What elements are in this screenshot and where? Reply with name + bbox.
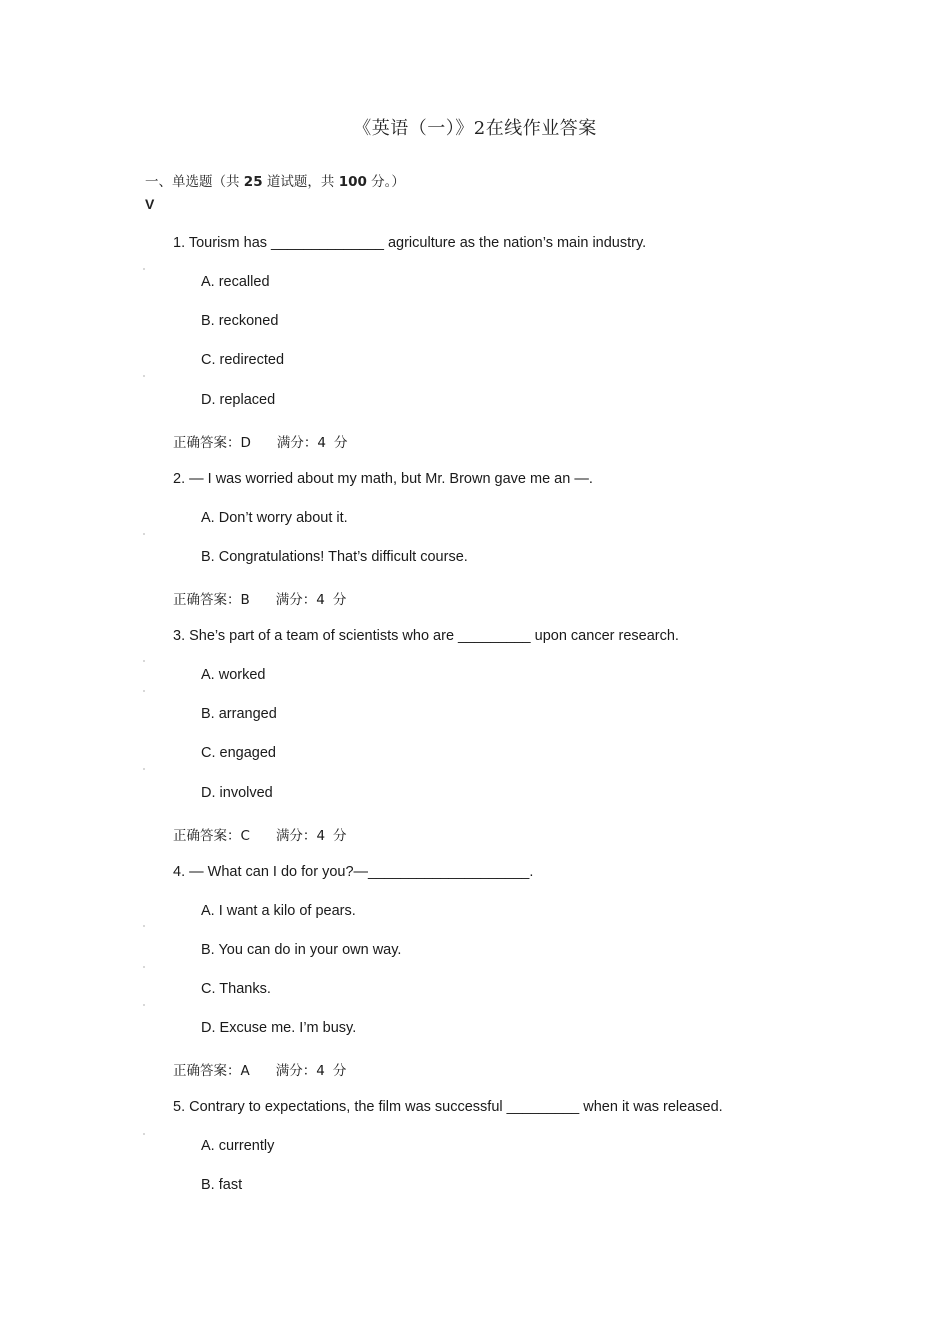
score-label: 满分： [275, 592, 317, 608]
score-unit: 分 [332, 1063, 347, 1079]
answer-label: 正确答案： [173, 1063, 241, 1079]
section-middle: 道试题，共 [262, 174, 339, 190]
score-label: 满分： [276, 435, 318, 451]
scan-artifact [143, 660, 145, 662]
scan-artifact [143, 966, 145, 968]
scan-artifact [143, 1133, 145, 1135]
answer-value: D [240, 435, 251, 451]
scan-artifact [143, 690, 145, 692]
answer-value: B [240, 592, 250, 608]
answer-value: A [240, 1063, 250, 1079]
option-c: C. redirected [201, 352, 285, 368]
option-b: B. arranged [201, 706, 277, 722]
scan-artifact [143, 268, 145, 270]
option-b: B. reckoned [201, 313, 279, 329]
scan-artifact [143, 375, 145, 377]
answer-line [173, 588, 346, 608]
answer-line [173, 1059, 346, 1079]
section-prefix: 一、单选题（共 [145, 174, 244, 190]
section-suffix: 分。） [366, 174, 405, 190]
score-unit: 分 [333, 828, 347, 844]
scan-artifact [143, 533, 145, 535]
question-stem: 2. — I was worried about my math, but Mr. Brown gave me an —. [173, 471, 593, 487]
question-count: 25 [243, 174, 263, 190]
answer-line [173, 431, 348, 451]
option-a: A. worked [201, 667, 266, 683]
option-a: A. recalled [201, 274, 270, 290]
total-points: 100 [338, 174, 367, 190]
question-stem: 3. She’s part of a team of scientists who are _________ upon cancer research. [173, 628, 679, 644]
option-a: A. currently [201, 1138, 275, 1154]
score-unit: 分 [332, 592, 347, 608]
section-header [145, 170, 405, 190]
option-b: B. Congratulations! That’s difficult course. [201, 549, 468, 565]
scan-artifact [143, 1004, 145, 1006]
answer-label: 正确答案： [173, 592, 241, 608]
score-label: 满分： [275, 828, 317, 844]
question-stem: 4. — What can I do for you?—____________________. [173, 864, 534, 880]
option-b: B. You can do in your own way. [201, 942, 402, 958]
check-mark: V [145, 196, 155, 212]
option-d: D. replaced [201, 392, 276, 408]
page-title: 《英语（一）》2在线作业答案 [353, 118, 597, 139]
answer-value: C [240, 828, 250, 844]
score-value: 4 [316, 828, 326, 844]
score-value: 4 [317, 435, 326, 451]
answer-label: 正确答案： [173, 435, 241, 451]
option-c: C. engaged [201, 745, 276, 761]
option-d: D. involved [201, 785, 273, 801]
score-value: 4 [316, 1063, 325, 1079]
score-label: 满分： [275, 1063, 317, 1079]
option-c: C. Thanks. [201, 981, 271, 997]
scan-artifact [143, 768, 145, 770]
question-stem: 1. Tourism has ______________ agriculture as the nation’s main industry. [173, 235, 647, 251]
option-b: B. fast [201, 1177, 243, 1193]
option-a: A. I want a kilo of pears. [201, 903, 356, 919]
scan-artifact [143, 925, 145, 927]
question-stem: 5. Contrary to expectations, the film was successful _________ when it was released. [173, 1099, 723, 1115]
score-value: 4 [316, 592, 325, 608]
score-unit: 分 [334, 435, 348, 451]
option-a: A. Don’t worry about it. [201, 510, 348, 526]
option-d: D. Excuse me. I’m busy. [201, 1020, 357, 1036]
answer-label: 正确答案： [173, 828, 241, 844]
answer-line [173, 824, 347, 844]
